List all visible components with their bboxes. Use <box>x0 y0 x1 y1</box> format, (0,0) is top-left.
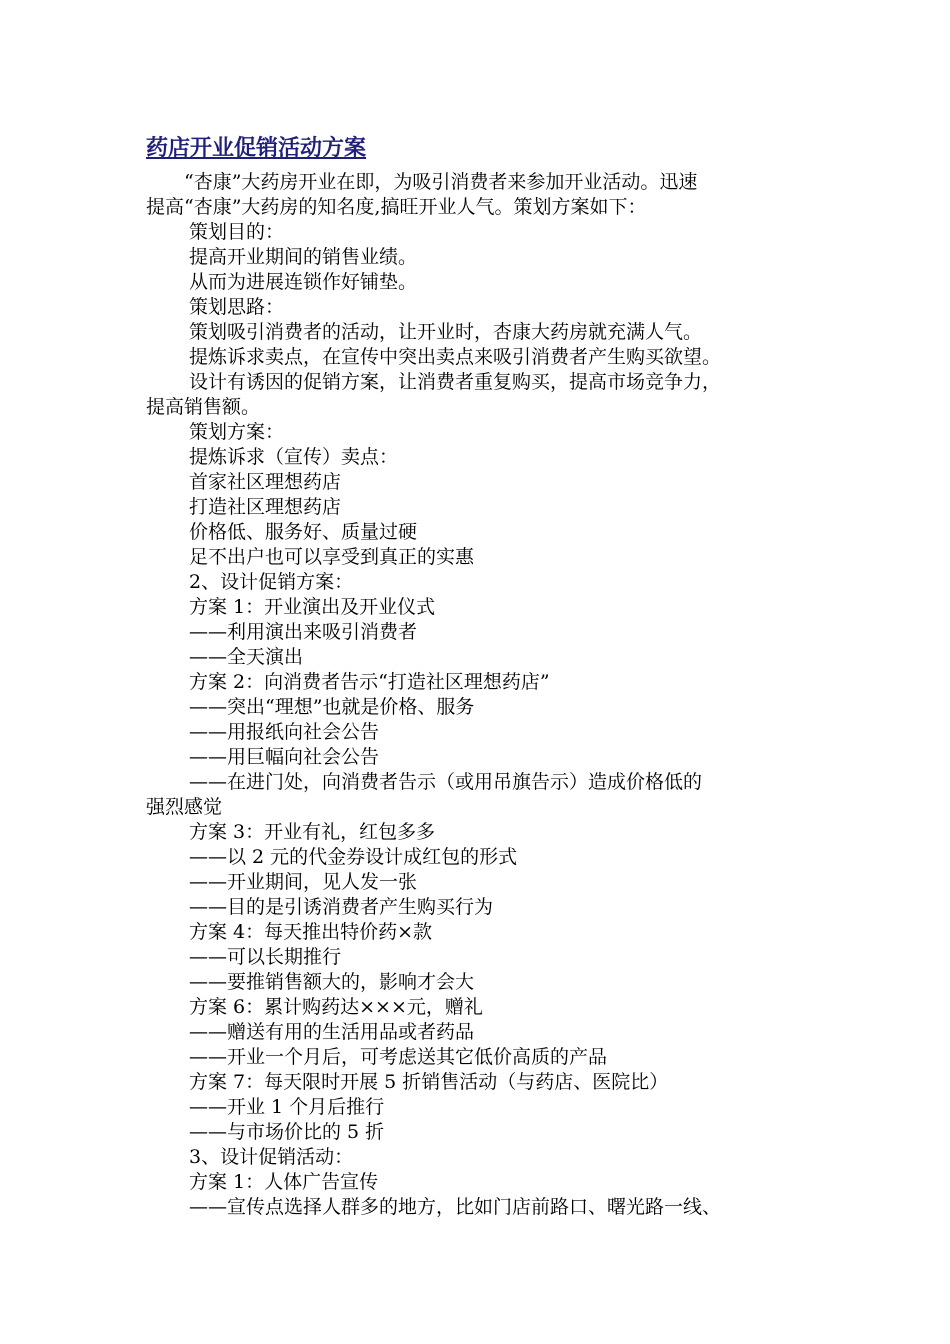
document-title: 药店开业促销活动方案 <box>146 136 367 161</box>
text-line: ——要推销售额大的，影响才会大 <box>189 971 475 993</box>
text-line: 方案 1：开业演出及开业仪式 <box>189 596 436 618</box>
text-line: 方案 2：向消费者告示“打造社区理想药店” <box>189 671 550 693</box>
text-line: 方案 7：每天限时开展 5 折销售活动（与药店、医院比） <box>189 1071 669 1093</box>
text-line: ——用巨幅向社会公告 <box>189 746 380 768</box>
intro-line: “杏康”大药房开业在即，为吸引消费者来参加开业活动。迅速 <box>184 171 698 193</box>
text-line: 设计有诱因的促销方案，让消费者重复购买，提高市场竞争力， <box>189 371 722 393</box>
text-line: 价格低、服务好、质量过硬 <box>189 521 418 543</box>
text-line: ——在进门处，向消费者告示（或用吊旗告示）造成价格低的 <box>189 771 703 793</box>
text-line: ——突出“理想”也就是价格、服务 <box>189 696 475 718</box>
text-line: 3、设计促销活动： <box>189 1146 354 1168</box>
text-line: 提高开业期间的销售业绩。 <box>189 246 418 268</box>
text-line: 从而为进展连锁作好铺垫。 <box>189 271 418 293</box>
text-line: ——利用演出来吸引消费者 <box>189 621 418 643</box>
text-line: 提炼诉求（宣传）卖点： <box>189 446 399 468</box>
text-line: ——用报纸向社会公告 <box>189 721 380 743</box>
text-line: 方案 1：人体广告宣传 <box>189 1171 379 1193</box>
text-line: 策划吸引消费者的活动，让开业时，杏康大药房就充满人气。 <box>189 321 703 343</box>
document-page <box>146 132 806 1220</box>
document-body <box>146 170 806 1220</box>
text-line: 提炼诉求卖点，在宣传中突出卖点来吸引消费者产生购买欲望。 <box>189 346 722 368</box>
text-line: ——全天演出 <box>189 646 304 668</box>
text-line: 提高销售额。 <box>146 396 261 418</box>
text-line: ——目的是引诱消费者产生购买行为 <box>189 896 494 918</box>
text-line: ——开业期间，见人发一张 <box>189 871 418 893</box>
text-line: ——宣传点选择人群多的地方，比如门店前路口、曙光路一线、 <box>189 1196 722 1218</box>
text-line: 方案 4：每天推出特价药×款 <box>189 921 433 943</box>
text-line: ——开业一个月后，可考虑送其它低价高质的产品 <box>189 1046 608 1068</box>
text-line: 方案 6：累计购药达×××元，赠礼 <box>189 996 483 1018</box>
text-line: ——赠送有用的生活用品或者药品 <box>189 1021 475 1043</box>
text-line: 强烈感觉 <box>146 796 223 818</box>
text-line: 方案 3：开业有礼，红包多多 <box>189 821 436 843</box>
text-line: 首家社区理想药店 <box>189 471 342 493</box>
text-line: ——以 2 元的代金券设计成红包的形式 <box>189 846 518 868</box>
text-line: ——与市场价比的 5 折 <box>189 1121 385 1143</box>
text-line: 策划方案： <box>189 421 285 443</box>
text-line: 2、设计促销方案： <box>189 571 354 593</box>
text-line: 打造社区理想药店 <box>189 496 342 518</box>
intro-line: 提高“杏康”大药房的知名度,搞旺开业人气。策划方案如下： <box>146 196 647 218</box>
text-line: 足不出户也可以享受到真正的实惠 <box>189 546 475 568</box>
text-line: 策划目的： <box>189 221 285 243</box>
text-line: ——可以长期推行 <box>189 946 342 968</box>
text-line: 策划思路： <box>189 296 285 318</box>
text-line: ——开业 1 个月后推行 <box>189 1096 385 1118</box>
